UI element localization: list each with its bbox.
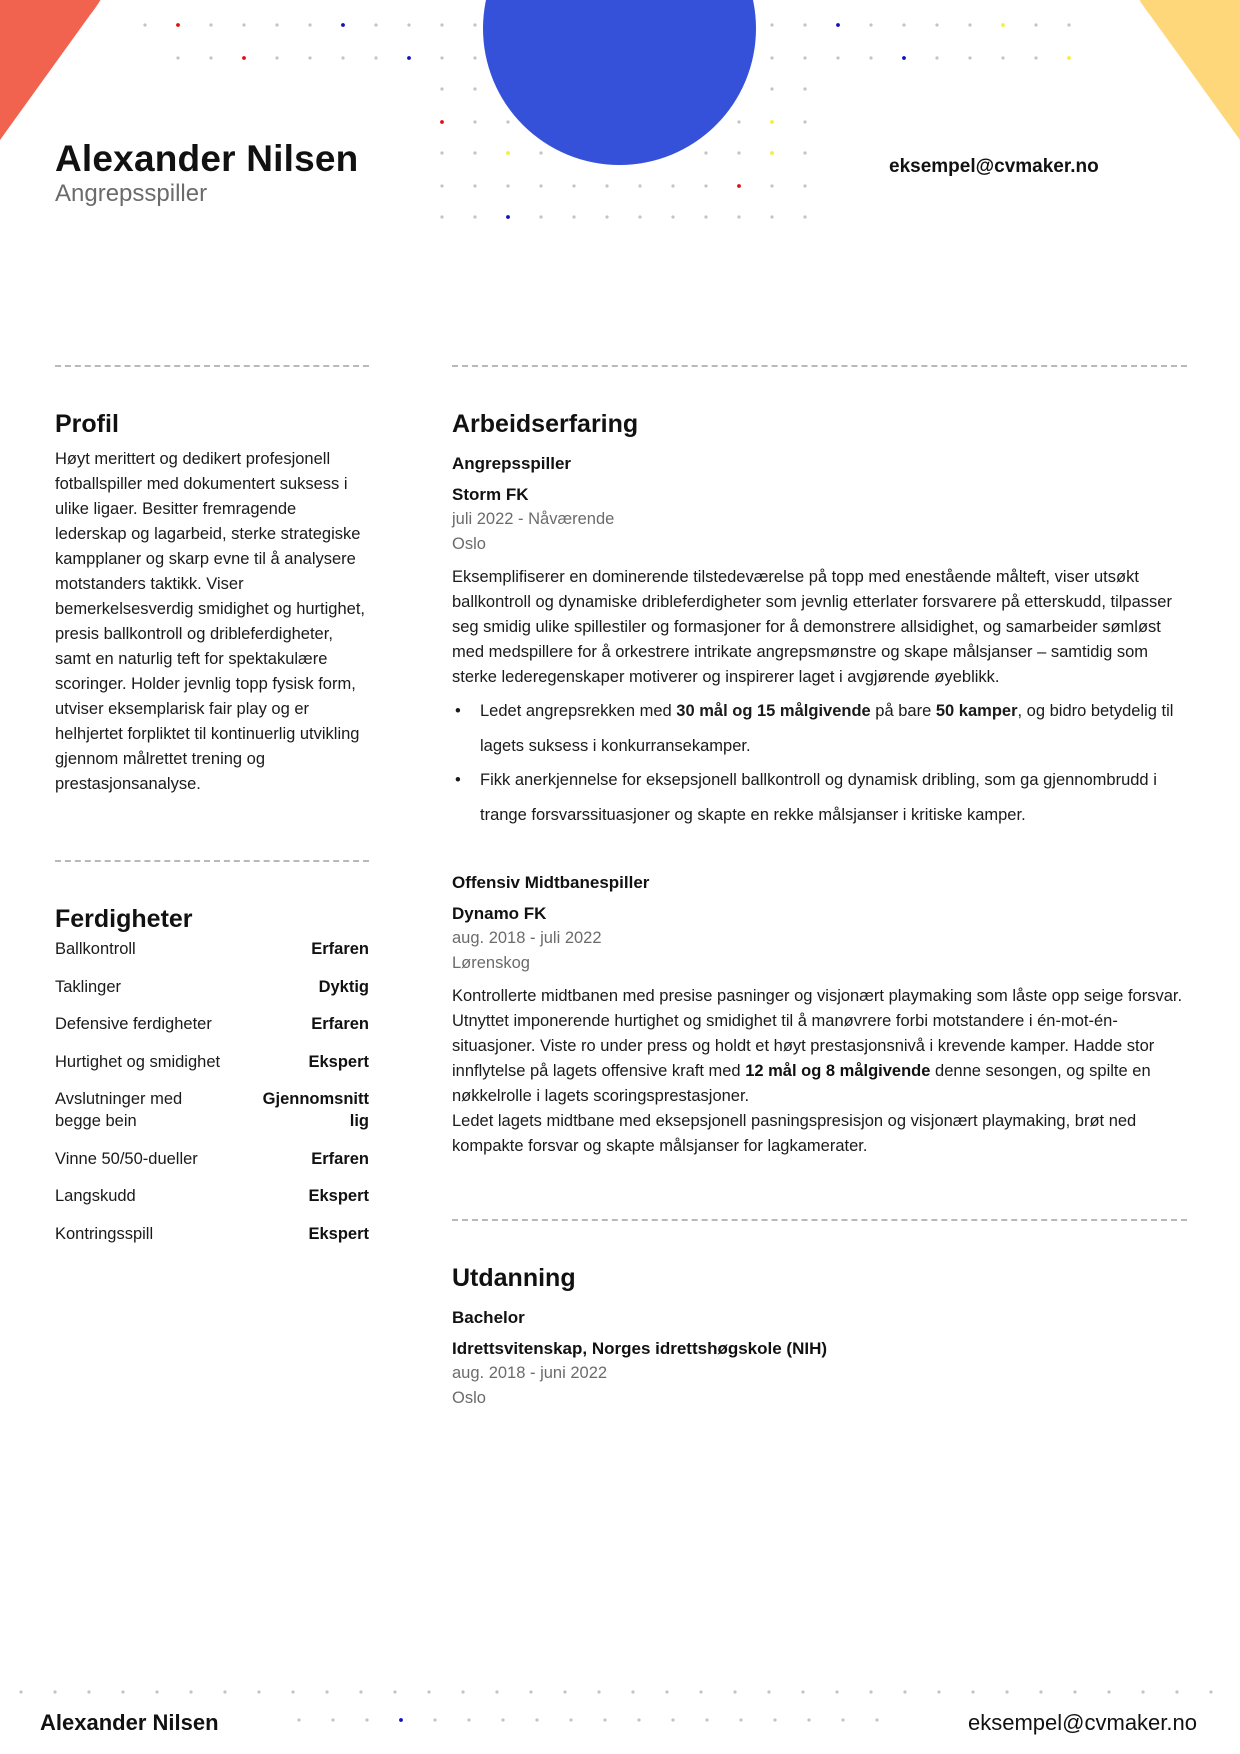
decorative-dot <box>968 56 971 59</box>
decorative-dot <box>121 1690 124 1693</box>
decorative-dot <box>440 87 443 90</box>
decorative-dot <box>308 23 311 26</box>
skill-name: Hurtighet og smidighet <box>55 1052 221 1071</box>
decorative-dot <box>341 56 344 59</box>
decorative-dot <box>903 1690 906 1693</box>
blue-circle-decoration <box>483 0 756 165</box>
decorative-dot <box>869 1690 872 1693</box>
education-school: Idrettsvitenskap, Norges idrettshøgskole (NIH) <box>452 1339 828 1358</box>
achievement-highlight: 30 mål og 15 målgivende <box>676 702 871 720</box>
decorative-dot <box>374 23 377 26</box>
decorative-dot <box>393 1690 396 1693</box>
skill-level: Ekspert <box>308 1187 369 1205</box>
divider-right-top <box>452 365 1187 367</box>
decorative-dot <box>572 215 575 218</box>
skill-row <box>55 1013 369 1035</box>
decorative-dot <box>1001 23 1005 27</box>
decorative-dot <box>341 23 345 27</box>
decorative-dot <box>605 215 608 218</box>
decorative-dot <box>407 56 411 60</box>
skill-name: Langskudd <box>55 1187 136 1205</box>
decorative-dot <box>506 120 509 123</box>
decorative-dot <box>835 1690 838 1693</box>
footer-name: Alexander Nilsen <box>40 1710 219 1735</box>
decorative-dot <box>473 184 476 187</box>
decorative-dot <box>331 1718 334 1721</box>
decorative-dot <box>1067 23 1070 26</box>
decorative-dot <box>631 1690 634 1693</box>
education-entry <box>452 1305 1187 1411</box>
skill-level: Gjennomsnittlig <box>262 1090 369 1130</box>
decorative-dot <box>440 120 444 124</box>
job-description <box>452 984 1187 1109</box>
decorative-dot <box>242 56 246 60</box>
skill-level: Erfaren <box>311 940 369 958</box>
skill-level: Erfaren <box>311 1015 369 1033</box>
decorative-dot <box>291 1690 294 1693</box>
skill-level: Ekspert <box>308 1224 369 1243</box>
decorative-dot <box>506 215 510 219</box>
decorative-dot <box>189 1690 192 1693</box>
decorative-dot <box>242 23 245 26</box>
job-title: Angrepsspiller <box>452 454 572 473</box>
skill-row <box>55 1088 369 1132</box>
decorative-dot <box>605 184 608 187</box>
description-text: denne sesongen, og spilte en nøkkelrolle i lagets scoringsprestasjoner. <box>452 1062 1151 1105</box>
decorative-dot <box>223 1690 226 1693</box>
education-heading: Utdanning <box>452 1264 576 1292</box>
decorative-dot <box>275 56 278 59</box>
decorative-dot <box>971 1690 974 1693</box>
decorative-dot <box>473 120 476 123</box>
decorative-dot <box>87 1690 90 1693</box>
decorative-dot <box>770 56 773 59</box>
decorative-dot <box>770 215 773 218</box>
achievement-highlight: 50 kamper <box>935 702 1018 720</box>
decorative-dot <box>773 1718 776 1721</box>
decorative-dot <box>770 184 773 187</box>
decorative-dot <box>902 23 905 26</box>
skill-row <box>55 976 369 998</box>
red-corner-shape <box>0 0 130 140</box>
skill-name: Defensive ferdigheter <box>55 1015 212 1033</box>
decorative-dot <box>440 151 443 154</box>
decorative-dot <box>597 1690 600 1693</box>
decorative-dot <box>869 56 872 59</box>
decorative-dot <box>53 1690 56 1693</box>
experience-heading: Arbeidserfaring <box>452 410 639 438</box>
job-description: Eksemplifiserer en dominerende tilstedeværelse på topp med enestående målteft, viser utsøkt ballkontroll og dynamiske dribleferdigheter som jevnlig etterlater forsvarere på etterskudd, tilpasser seg smidig ulike spillestiler og formasjoner for å demonstrere allsidighet, og samarbeider sømløst med medspillere for å orkestrere intrikate angrepsmønstre og skape målsjanser – samtidig som sterke lederegenskaper motiverer og inspirerer laget i avgjørende øyeblikk. <box>452 568 1172 686</box>
decorative-dot <box>535 1718 538 1721</box>
decorative-dot <box>638 184 641 187</box>
achievement-text: Fikk anerkjennelse for eksepsjonell ballkontroll og dynamisk dribling, som ga gjennombrudd i trange forsvarssituasjoner og skapte en rekke målsjanser i kritiske kamper. <box>480 771 1157 824</box>
decorative-dot <box>1001 56 1004 59</box>
decorative-dot <box>704 184 707 187</box>
profile-heading: Profil <box>55 410 119 438</box>
decorative-dot <box>1067 56 1071 60</box>
job-company: Storm FK <box>452 485 529 504</box>
decorative-dot <box>770 23 773 26</box>
decorative-dot <box>563 1690 566 1693</box>
decorative-dot <box>461 1690 464 1693</box>
decorative-dot <box>359 1690 362 1693</box>
skill-name: Taklinger <box>55 977 122 996</box>
decorative-dot <box>801 1690 804 1693</box>
education-location: Oslo <box>452 1389 486 1407</box>
skills-section <box>55 905 369 1260</box>
decorative-dot <box>539 151 542 154</box>
decorative-dot <box>699 1690 702 1693</box>
decorative-dot <box>467 1718 470 1721</box>
decorative-dot <box>506 184 509 187</box>
decorative-dot <box>671 184 674 187</box>
skill-name: Kontringsspill <box>55 1224 154 1243</box>
profile-text: Høyt merittert og dedikert profesjonell fotballspiller med dokumentert suksess i ulike ligaer. Besitter fremragende lederskap og lagarbeid, sterke strategiske kampplaner og skarp evne til å analysere motstanders taktikk. Viser bemerkelsesverdig smidighet og hurtighet, presis ballkontroll og dribleferdigheter, samt en naturlig teft for spektakulære scoringer. Holder jevnlig topp fysisk form, utviser eksemplarisk fair play og er helhjertet forpliktet til kontinuerlig utvikling gjennom målrettet trening og prestasjonsanalyse. <box>55 450 365 793</box>
decorative-dot <box>841 1718 844 1721</box>
decorative-dot <box>637 1718 640 1721</box>
decorative-dot <box>737 184 741 188</box>
decorative-dot <box>275 23 278 26</box>
decorative-dot <box>539 184 542 187</box>
decorative-dot <box>1073 1690 1076 1693</box>
achievement-text: Ledet angrepsrekken med <box>480 702 677 720</box>
decorative-dot <box>257 1690 260 1693</box>
decorative-dot <box>836 23 840 27</box>
decorative-dot <box>1034 56 1037 59</box>
decorative-dot <box>803 23 806 26</box>
decorative-dot <box>1005 1690 1008 1693</box>
yellow-corner-shape <box>1110 0 1240 140</box>
decorative-dot <box>875 1718 878 1721</box>
description-highlight: 12 mål og 8 målgivende <box>745 1062 931 1080</box>
decorative-dot <box>767 1690 770 1693</box>
decorative-dot <box>427 1690 430 1693</box>
skill-row <box>55 1185 369 1207</box>
decorative-dot <box>1209 1690 1212 1693</box>
job-company: Dynamo FK <box>452 904 547 923</box>
skill-name: Vinne 50/50-dueller <box>55 1149 198 1168</box>
decorative-dot <box>803 184 806 187</box>
decorative-dot <box>155 1690 158 1693</box>
decorative-dot <box>739 1718 742 1721</box>
skills-heading: Ferdigheter <box>55 905 193 933</box>
skill-level: Dyktig <box>318 977 369 996</box>
education-period: aug. 2018 - juni 2022 <box>452 1364 608 1382</box>
decorative-dot <box>495 1690 498 1693</box>
decorative-dot <box>440 56 443 59</box>
job-period: aug. 2018 - juli 2022 <box>452 929 602 947</box>
footer-email-link[interactable]: eksempel@cvmaker.no <box>968 1710 1197 1735</box>
decorative-dot <box>803 151 806 154</box>
decorative-dot <box>836 56 839 59</box>
decorative-dot <box>529 1690 532 1693</box>
skill-row <box>55 1223 369 1245</box>
achievement-text: , og bidro betydelig til lagets suksess i konkurransekamper. <box>480 702 1174 755</box>
education-degree: Bachelor <box>452 1308 525 1327</box>
decorative-dot <box>807 1718 810 1721</box>
decorative-dot <box>737 215 740 218</box>
job-location: Oslo <box>452 535 486 553</box>
decorative-dot <box>399 1718 403 1722</box>
decorative-dot <box>704 215 707 218</box>
job-entry <box>452 451 1187 832</box>
decorative-dot <box>1175 1690 1178 1693</box>
decorative-dot <box>176 56 179 59</box>
decorative-dot <box>433 1718 436 1721</box>
decorative-dot <box>365 1718 368 1721</box>
decorative-dot <box>770 120 774 124</box>
decorative-dot <box>506 151 510 155</box>
decorative-dot <box>440 23 443 26</box>
decorative-dot <box>473 23 476 26</box>
decorative-dot <box>803 120 806 123</box>
decorative-dot <box>440 184 443 187</box>
decorative-dot <box>19 1690 22 1693</box>
education-section <box>452 1264 1187 1451</box>
decorative-dot <box>572 184 575 187</box>
skill-name: Ballkontroll <box>55 940 136 958</box>
skill-level: Erfaren <box>311 1149 369 1168</box>
decorative-dot <box>407 23 410 26</box>
skill-row <box>55 938 369 960</box>
decorative-dot <box>935 23 938 26</box>
decorative-dot <box>705 1718 708 1721</box>
job-entry <box>452 870 1187 1159</box>
skill-name: Avslutninger med begge bein <box>55 1090 183 1130</box>
decorative-dot <box>638 215 641 218</box>
decorative-dot <box>143 23 146 26</box>
decorative-dot <box>770 151 774 155</box>
decorative-dot <box>1039 1690 1042 1693</box>
decorative-dot <box>501 1718 504 1721</box>
header-email-link[interactable]: eksempel@cvmaker.no <box>889 156 1099 177</box>
decorative-dot <box>569 1718 572 1721</box>
experience-section <box>452 410 1187 1199</box>
decorative-dot <box>176 23 180 27</box>
decorative-dot <box>937 1690 940 1693</box>
skills-list <box>55 938 369 1245</box>
decorative-dot <box>209 23 212 26</box>
decorative-dot <box>968 23 971 26</box>
decorative-dot <box>308 56 311 59</box>
divider-left-middle <box>55 860 369 862</box>
description-text: Kontrollerte midtbanen med presise pasninger og visjonært playmaking som låste opp seige forsvar. Utnyttet imponerende hurtighet og smidighet til å manøvrere forbi motstandere i én-mot-én-situasjoner. Viste ro under press og holdt et høyt prestasjonsnivå i krevende kamper. Hadde stor innflytelse på lagets offensive kraft med <box>452 987 1183 1080</box>
decorative-dot <box>737 120 740 123</box>
decorative-dot <box>902 56 906 60</box>
decorative-dot <box>671 1718 674 1721</box>
profile-section <box>55 410 369 797</box>
decorative-dot <box>1141 1690 1144 1693</box>
decorative-dot <box>803 56 806 59</box>
job-description-second: Ledet lagets midtbane med eksepsjonell pasningspresisjon og visjonært playmaking, brøt ned kompakte forsvar og skapte målsjanser for lagkamerater. <box>452 1112 1137 1155</box>
achievement-item <box>452 763 1187 832</box>
decorative-dot <box>603 1718 606 1721</box>
decorative-dot <box>209 56 212 59</box>
decorative-dot <box>803 87 806 90</box>
job-period: juli 2022 - Nåværende <box>452 510 615 528</box>
decorative-dot <box>869 23 872 26</box>
decorative-dot <box>665 1690 668 1693</box>
job-title: Offensiv Midtbanespiller <box>452 873 650 892</box>
candidate-name: Alexander Nilsen <box>55 138 359 179</box>
decorative-dot <box>1034 23 1037 26</box>
decorative-dot <box>935 56 938 59</box>
decorative-dot <box>770 87 773 90</box>
decorative-dot <box>671 215 674 218</box>
achievement-item <box>452 694 1187 763</box>
skill-row <box>55 1051 369 1073</box>
decorative-dot <box>737 151 740 154</box>
decorative-dot <box>325 1690 328 1693</box>
skill-row <box>55 1148 369 1170</box>
decorative-dot <box>473 87 476 90</box>
decorative-dot <box>803 215 806 218</box>
decorative-dot <box>473 56 476 59</box>
decorative-dot <box>733 1690 736 1693</box>
job-achievements <box>452 694 1187 832</box>
divider-left-top <box>55 365 369 367</box>
decorative-dot <box>539 215 542 218</box>
achievement-text: på bare <box>870 702 936 720</box>
candidate-title: Angrepsspiller <box>55 180 208 207</box>
decorative-dot <box>374 56 377 59</box>
decorative-dot <box>704 151 707 154</box>
skill-level: Ekspert <box>308 1052 369 1071</box>
decorative-dot <box>1107 1690 1110 1693</box>
job-location: Lørenskog <box>452 954 530 972</box>
decorative-dot <box>297 1718 300 1721</box>
decorative-dot <box>473 215 476 218</box>
decorative-dot <box>440 215 443 218</box>
decorative-dot <box>473 151 476 154</box>
divider-right-middle <box>452 1219 1187 1221</box>
